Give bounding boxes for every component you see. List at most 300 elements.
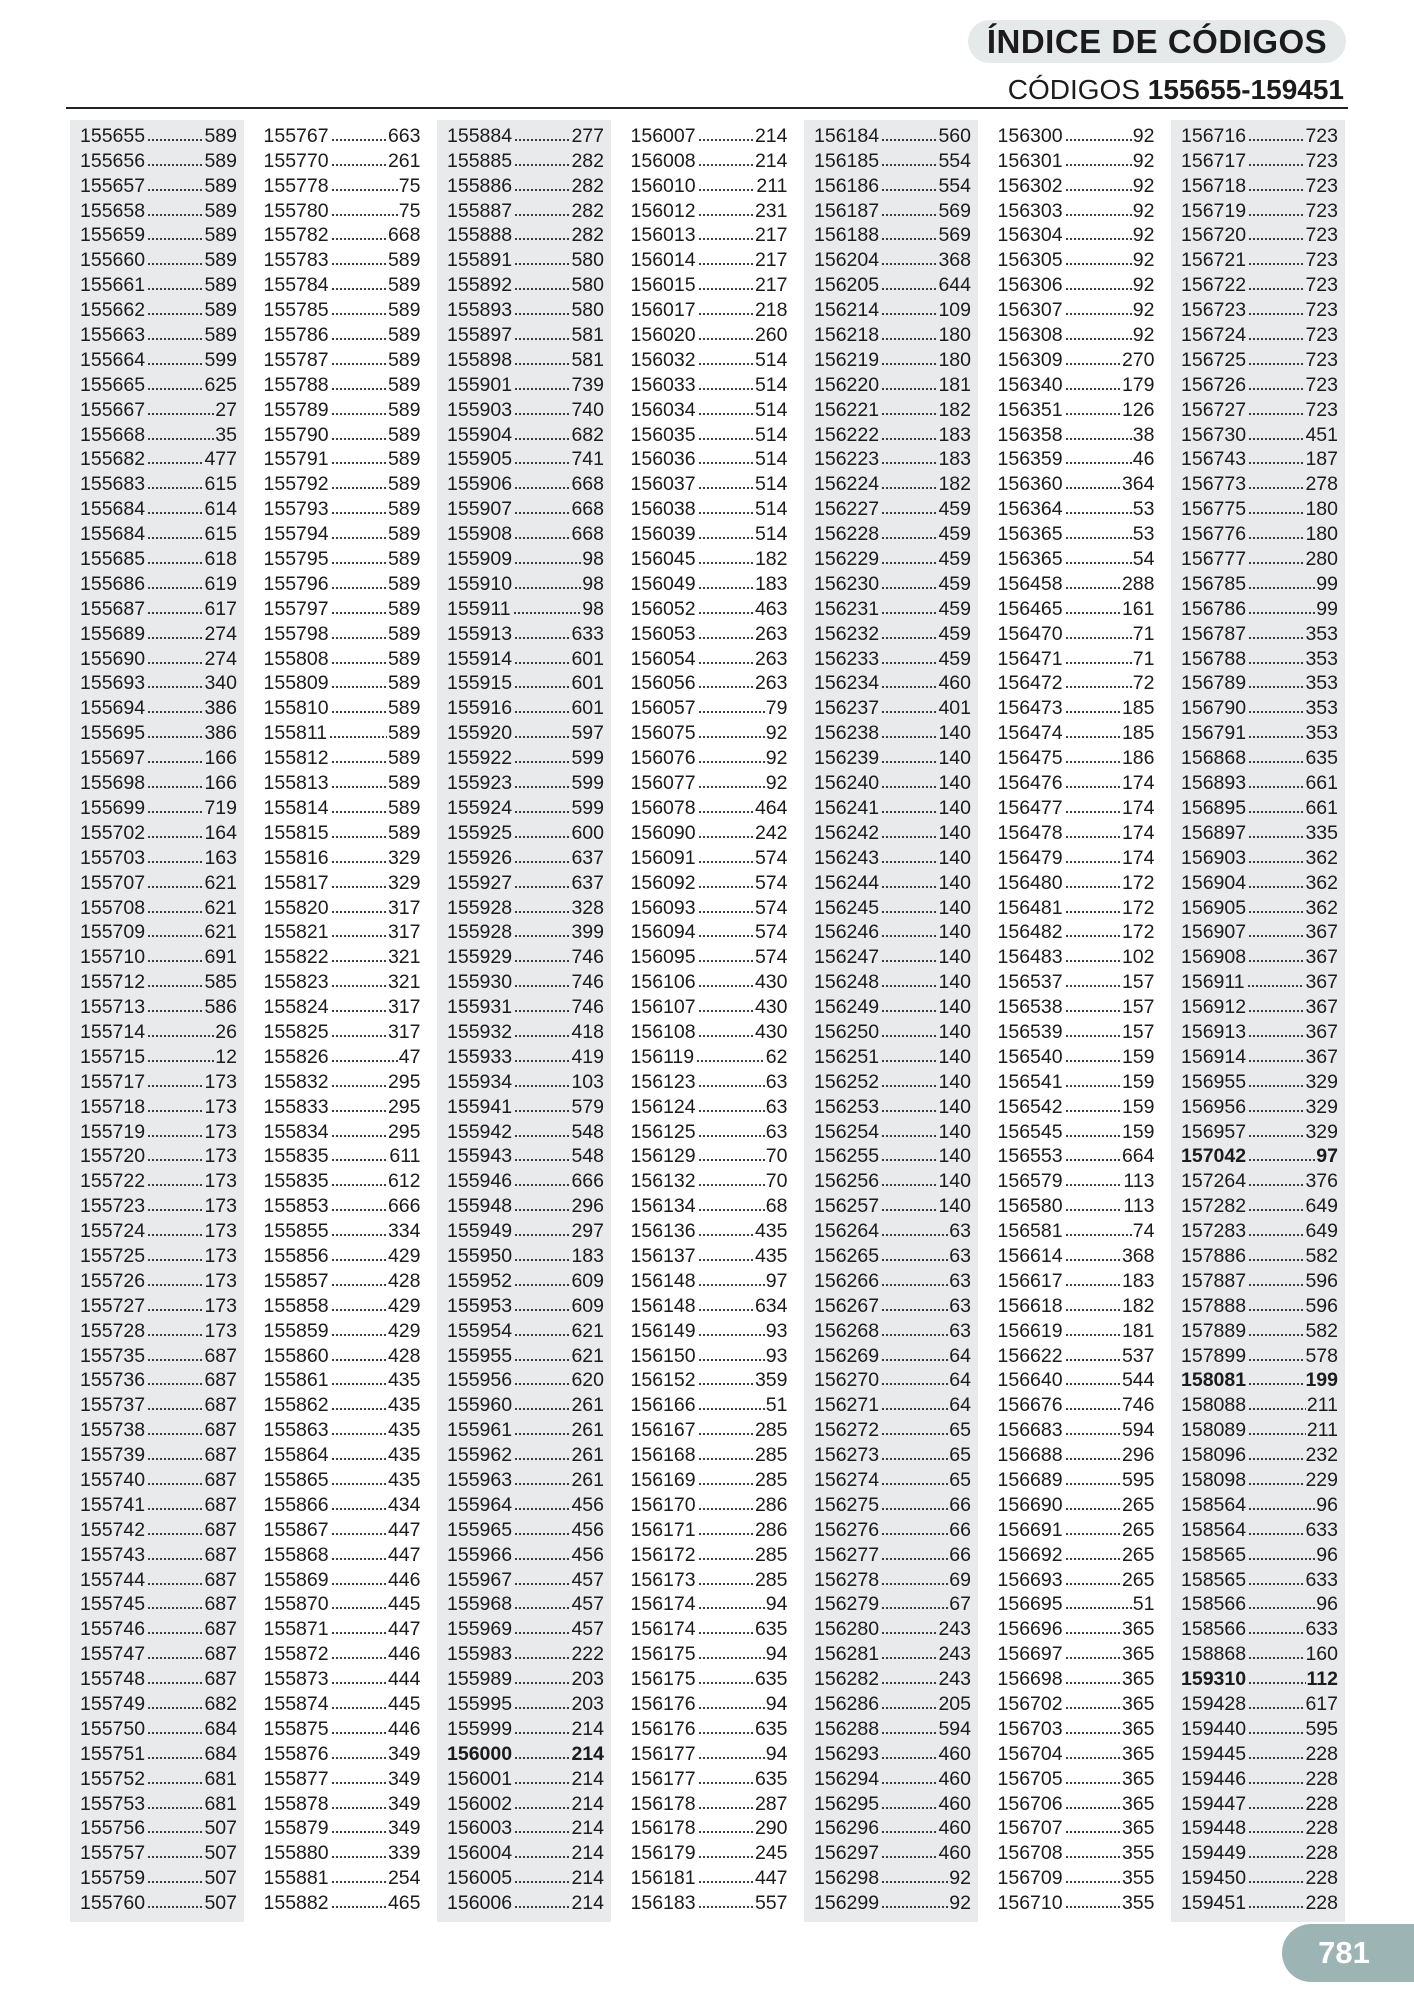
page-reference: 92 (765, 772, 788, 795)
page-reference: 368 (938, 249, 971, 272)
page-reference: 265 (1121, 1518, 1155, 1541)
dot-leader (331, 685, 387, 689)
page-reference: 601 (571, 672, 604, 695)
dot-leader (331, 1258, 387, 1262)
dot-leader (1065, 387, 1121, 391)
product-code: 155738 (80, 1419, 146, 1442)
product-code: 155933 (447, 1045, 513, 1068)
page-reference: 589 (387, 423, 421, 446)
dot-leader (331, 1507, 387, 1511)
index-entry (70, 296, 244, 321)
dot-leader (514, 1084, 570, 1088)
page-reference: 217 (754, 249, 788, 272)
index-entry (804, 1317, 978, 1342)
dot-leader (514, 885, 570, 889)
page-reference: 71 (1132, 622, 1155, 645)
page-reference: 173 (204, 1170, 237, 1193)
dot-leader (1065, 1258, 1121, 1262)
page-reference: 681 (204, 1792, 237, 1815)
index-entry (70, 321, 244, 346)
index-entry (70, 1765, 244, 1790)
product-code: 156482 (997, 921, 1063, 944)
dot-leader (514, 959, 570, 963)
page-reference: 98 (582, 597, 604, 620)
index-entry (988, 943, 1162, 968)
index-entry (70, 1391, 244, 1416)
index-entry (70, 197, 244, 222)
product-code: 155862 (263, 1394, 329, 1417)
page-reference: 428 (387, 1344, 421, 1367)
product-code: 155950 (447, 1244, 513, 1267)
index-entry (437, 1292, 611, 1317)
index-entry (70, 769, 244, 794)
product-code: 155869 (263, 1568, 329, 1591)
index-entry (988, 371, 1162, 396)
page-reference: 182 (938, 398, 971, 421)
dot-leader (1065, 1308, 1121, 1312)
dot-leader (881, 1781, 937, 1785)
index-entry (1171, 1541, 1345, 1566)
index-entry (437, 1690, 611, 1715)
index-entry (988, 1068, 1162, 1093)
page-reference: 668 (571, 473, 604, 496)
page-reference: 63 (949, 1319, 971, 1342)
page-reference: 635 (754, 1767, 788, 1790)
index-entry (437, 595, 611, 620)
product-code: 156186 (814, 174, 880, 197)
dot-leader (514, 1482, 570, 1486)
dot-leader (147, 1457, 203, 1461)
dot-leader (147, 1631, 203, 1635)
index-entry (804, 371, 978, 396)
product-code: 155817 (263, 871, 329, 894)
dot-leader (147, 1009, 203, 1013)
product-code: 157283 (1181, 1220, 1247, 1243)
product-code: 155715 (80, 1045, 146, 1068)
page-reference: 63 (765, 1120, 788, 1143)
index-entry (988, 271, 1162, 296)
product-code: 156232 (814, 622, 880, 645)
page-reference: 434 (387, 1493, 421, 1516)
page-reference: 589 (387, 473, 421, 496)
page-reference: 367 (1305, 1020, 1338, 1043)
index-entry (254, 1093, 428, 1118)
page-reference: 203 (571, 1668, 604, 1691)
page-reference: 634 (754, 1294, 788, 1317)
index-entry (804, 1690, 978, 1715)
index-entry (804, 869, 978, 894)
page-reference: 166 (204, 772, 237, 795)
product-code: 156272 (814, 1419, 880, 1442)
index-entry (254, 794, 428, 819)
page-reference: 687 (204, 1568, 237, 1591)
dot-leader (698, 959, 754, 963)
page-reference: 265 (1121, 1568, 1155, 1591)
dot-leader (331, 1084, 387, 1088)
index-entry (437, 719, 611, 744)
page-reference: 261 (387, 149, 421, 172)
dot-leader (698, 387, 754, 391)
product-code: 158566 (1181, 1593, 1247, 1616)
page-reference: 140 (938, 871, 971, 894)
product-code: 155861 (263, 1369, 329, 1392)
dot-leader (1065, 1631, 1121, 1635)
product-code: 156177 (630, 1742, 696, 1765)
product-code: 155962 (447, 1444, 513, 1467)
index-entry (804, 1167, 978, 1192)
dot-leader (1065, 586, 1121, 590)
dot-leader (698, 1781, 754, 1785)
dot-leader (147, 685, 203, 689)
dot-leader (1065, 163, 1132, 167)
dot-leader (331, 1855, 387, 1859)
page-reference: 419 (571, 1045, 604, 1068)
page-reference: 274 (204, 622, 237, 645)
page-reference: 231 (754, 199, 788, 222)
dot-leader (514, 1457, 570, 1461)
index-entry (437, 1790, 611, 1815)
page-reference: 746 (571, 971, 604, 994)
page-reference: 242 (754, 821, 788, 844)
index-entry (988, 1665, 1162, 1690)
page-reference: 99 (1316, 597, 1338, 620)
product-code: 155809 (263, 672, 329, 695)
product-code: 155864 (263, 1444, 329, 1467)
product-code: 155726 (80, 1269, 146, 1292)
product-code: 156706 (997, 1792, 1063, 1815)
page-reference: 574 (754, 846, 788, 869)
dot-leader (1065, 486, 1121, 490)
dot-leader (514, 1706, 570, 1710)
dot-leader (698, 1855, 754, 1859)
page-reference: 72 (1132, 672, 1155, 695)
page-reference: 214 (754, 149, 788, 172)
page-reference: 98 (582, 572, 604, 595)
index-entry (70, 570, 244, 595)
index-entry (437, 1267, 611, 1292)
dot-leader (514, 710, 570, 714)
index-entry (70, 1143, 244, 1168)
dot-leader (147, 785, 203, 789)
product-code: 155908 (447, 523, 513, 546)
index-entry (254, 346, 428, 371)
product-code: 156234 (814, 672, 880, 695)
page-reference: 353 (1305, 697, 1338, 720)
product-code: 156249 (814, 996, 880, 1019)
product-code: 156309 (997, 348, 1063, 371)
page-reference: 633 (1305, 1518, 1338, 1541)
page-reference: 265 (1121, 1493, 1155, 1516)
index-entry (437, 1192, 611, 1217)
dot-leader (514, 1407, 570, 1411)
dot-leader (881, 1183, 937, 1187)
index-entry (437, 446, 611, 471)
page-reference: 507 (204, 1817, 237, 1840)
product-code: 156957 (1181, 1120, 1247, 1143)
page-reference: 446 (387, 1717, 421, 1740)
product-code: 156223 (814, 448, 880, 471)
page-reference: 589 (204, 224, 237, 247)
dot-leader (881, 461, 937, 465)
page-reference: 180 (1305, 523, 1338, 546)
dot-leader (881, 1606, 948, 1610)
product-code: 155856 (263, 1244, 329, 1267)
index-entry (988, 1765, 1162, 1790)
dot-leader (331, 835, 387, 839)
dot-leader (1248, 287, 1304, 291)
index-entry (1171, 1665, 1345, 1690)
index-entry (988, 1242, 1162, 1267)
dot-leader (331, 611, 387, 615)
page-reference: 507 (204, 1867, 237, 1890)
index-entry (804, 470, 978, 495)
page-reference: 589 (204, 124, 237, 147)
product-code: 155870 (263, 1593, 329, 1616)
dot-leader (698, 1681, 754, 1685)
page-reference: 447 (754, 1867, 788, 1890)
product-code: 156149 (630, 1319, 696, 1342)
index-entry (254, 1367, 428, 1392)
dot-leader (881, 1457, 948, 1461)
product-code: 155694 (80, 697, 146, 720)
product-code: 156791 (1181, 722, 1247, 745)
product-code: 155664 (80, 348, 146, 371)
product-code: 156278 (814, 1568, 880, 1591)
index-entry (1171, 620, 1345, 645)
dot-leader (698, 213, 754, 217)
product-code: 156279 (814, 1593, 880, 1616)
index-entry (437, 1466, 611, 1491)
page-reference: 157 (1121, 996, 1155, 1019)
product-code: 155778 (263, 174, 329, 197)
index-entry (254, 371, 428, 396)
index-entry (621, 1068, 795, 1093)
dot-leader (698, 835, 754, 839)
dot-leader (1065, 1880, 1121, 1884)
dot-leader (331, 1482, 387, 1486)
dot-leader (881, 312, 937, 316)
product-code: 156303 (997, 199, 1063, 222)
dot-leader (331, 461, 387, 465)
page-reference: 205 (938, 1693, 971, 1715)
index-entry (437, 1043, 611, 1068)
index-entry (621, 1317, 795, 1342)
index-entry (437, 1367, 611, 1392)
product-code: 155686 (80, 572, 146, 595)
page-reference: 445 (387, 1593, 421, 1616)
index-entry (621, 744, 795, 769)
dot-leader (1248, 1333, 1304, 1337)
dot-leader (881, 586, 937, 590)
index-entry (254, 1665, 428, 1690)
dot-leader (147, 611, 203, 615)
index-entry (621, 1790, 795, 1815)
index-entry (621, 1491, 795, 1516)
page-reference: 446 (387, 1568, 421, 1591)
page-reference: 661 (1305, 796, 1338, 819)
index-entry (988, 545, 1162, 570)
page-reference: 140 (938, 971, 971, 994)
product-code: 156169 (630, 1468, 696, 1491)
product-code: 156123 (630, 1070, 696, 1093)
product-code: 156053 (630, 622, 696, 645)
product-code: 156724 (1181, 324, 1247, 347)
product-code: 156895 (1181, 796, 1247, 819)
product-code: 155687 (80, 597, 146, 620)
index-entry (254, 1242, 428, 1267)
page-reference: 682 (204, 1693, 237, 1715)
index-entry (70, 1740, 244, 1765)
page-reference: 74 (1132, 1220, 1155, 1243)
dot-leader (147, 536, 203, 540)
product-code: 156308 (997, 324, 1063, 347)
index-entry (621, 1516, 795, 1541)
index-entry (70, 794, 244, 819)
index-entry (1171, 1615, 1345, 1640)
page-reference: 296 (571, 1195, 604, 1218)
product-code: 156476 (997, 772, 1063, 795)
product-code: 155879 (263, 1817, 329, 1840)
page-reference: 365 (1121, 1792, 1155, 1815)
dot-leader (881, 163, 937, 167)
dot-leader (1248, 1407, 1306, 1411)
product-code: 156903 (1181, 846, 1247, 869)
dot-leader (1248, 636, 1304, 640)
index-entry (70, 1640, 244, 1665)
page-reference: 580 (571, 274, 604, 297)
page-reference: 687 (204, 1518, 237, 1541)
index-entry (70, 1690, 244, 1715)
dot-leader (147, 1358, 203, 1362)
page-reference: 222 (571, 1643, 604, 1666)
product-code: 156293 (814, 1742, 880, 1765)
page-reference: 687 (204, 1618, 237, 1641)
product-code: 155767 (263, 124, 329, 147)
index-entry (1171, 1167, 1345, 1192)
page-reference: 229 (1305, 1468, 1338, 1491)
dot-leader (881, 710, 937, 714)
page-reference: 63 (765, 1070, 788, 1093)
index-entry (621, 1242, 795, 1267)
dot-leader (514, 984, 570, 988)
index-entry (804, 620, 978, 645)
dot-leader (1065, 536, 1132, 540)
index-entry (621, 147, 795, 172)
dot-leader (147, 1034, 214, 1038)
product-code: 156281 (814, 1643, 880, 1666)
index-entry (988, 919, 1162, 944)
product-code: 155875 (263, 1717, 329, 1740)
dot-leader (881, 1631, 937, 1635)
index-entry (1171, 844, 1345, 869)
product-code: 155822 (263, 946, 329, 969)
index-entry (254, 545, 428, 570)
page-reference: 140 (938, 1195, 971, 1218)
page-reference: 75 (398, 174, 421, 197)
product-code: 155684 (80, 523, 146, 546)
product-code: 156907 (1181, 921, 1247, 944)
page-reference: 723 (1305, 199, 1338, 222)
index-entry (1171, 1815, 1345, 1840)
dot-leader (147, 312, 203, 316)
index-entry (988, 1342, 1162, 1367)
page-reference: 460 (938, 1742, 971, 1765)
product-code: 155697 (80, 747, 146, 770)
dot-leader (1065, 661, 1132, 665)
dot-leader (331, 1059, 398, 1063)
product-code: 155714 (80, 1020, 146, 1043)
index-entry (621, 172, 795, 197)
page-reference: 183 (1121, 1269, 1155, 1292)
product-code: 156785 (1181, 572, 1247, 595)
product-code: 156274 (814, 1468, 880, 1491)
product-code: 155668 (80, 423, 146, 446)
page-reference: 53 (1132, 498, 1155, 521)
page-reference: 173 (204, 1120, 237, 1143)
dot-leader (147, 163, 203, 167)
index-entry (70, 1516, 244, 1541)
dot-leader (1065, 1731, 1121, 1735)
index-entry (804, 271, 978, 296)
product-code: 155897 (447, 324, 513, 347)
page-reference: 329 (387, 871, 421, 894)
index-entry (1171, 570, 1345, 595)
product-code: 159450 (1181, 1867, 1247, 1890)
dot-leader (1248, 710, 1304, 714)
dot-leader (331, 337, 387, 341)
page-reference: 254 (387, 1867, 421, 1890)
product-code: 155684 (80, 498, 146, 521)
index-entry (254, 1566, 428, 1591)
page-reference: 633 (1305, 1618, 1338, 1641)
index-entry (70, 1367, 244, 1392)
page-reference: 183 (938, 423, 971, 446)
index-entry (70, 1665, 244, 1690)
index-entry (621, 1640, 795, 1665)
index-entry (437, 1167, 611, 1192)
product-code: 155901 (447, 373, 513, 396)
dot-leader (1248, 1656, 1304, 1660)
index-entry (621, 968, 795, 993)
page-reference: 92 (949, 1892, 971, 1915)
dot-leader (514, 1233, 570, 1237)
page-reference: 174 (1121, 772, 1155, 795)
page-reference: 447 (387, 1543, 421, 1566)
product-code: 156707 (997, 1817, 1063, 1840)
page-reference: 182 (938, 473, 971, 496)
index-entry (988, 495, 1162, 520)
page-reference: 435 (387, 1419, 421, 1442)
product-code: 156238 (814, 722, 880, 745)
page-reference: 173 (204, 1195, 237, 1218)
product-code: 155903 (447, 398, 513, 421)
dot-leader (1065, 1582, 1121, 1586)
product-code: 155811 (263, 722, 328, 745)
page-reference: 63 (949, 1244, 971, 1267)
index-entry (437, 1665, 611, 1690)
product-code: 155814 (263, 796, 329, 819)
dot-leader (147, 561, 203, 565)
dot-leader (331, 1532, 387, 1536)
dot-leader (147, 959, 203, 963)
index-entry (804, 197, 978, 222)
page-reference: 183 (754, 572, 788, 595)
product-code: 155871 (263, 1618, 329, 1641)
dot-leader (1248, 860, 1304, 864)
product-code: 155712 (80, 971, 146, 994)
index-entry (804, 1640, 978, 1665)
product-code: 156129 (630, 1145, 696, 1168)
